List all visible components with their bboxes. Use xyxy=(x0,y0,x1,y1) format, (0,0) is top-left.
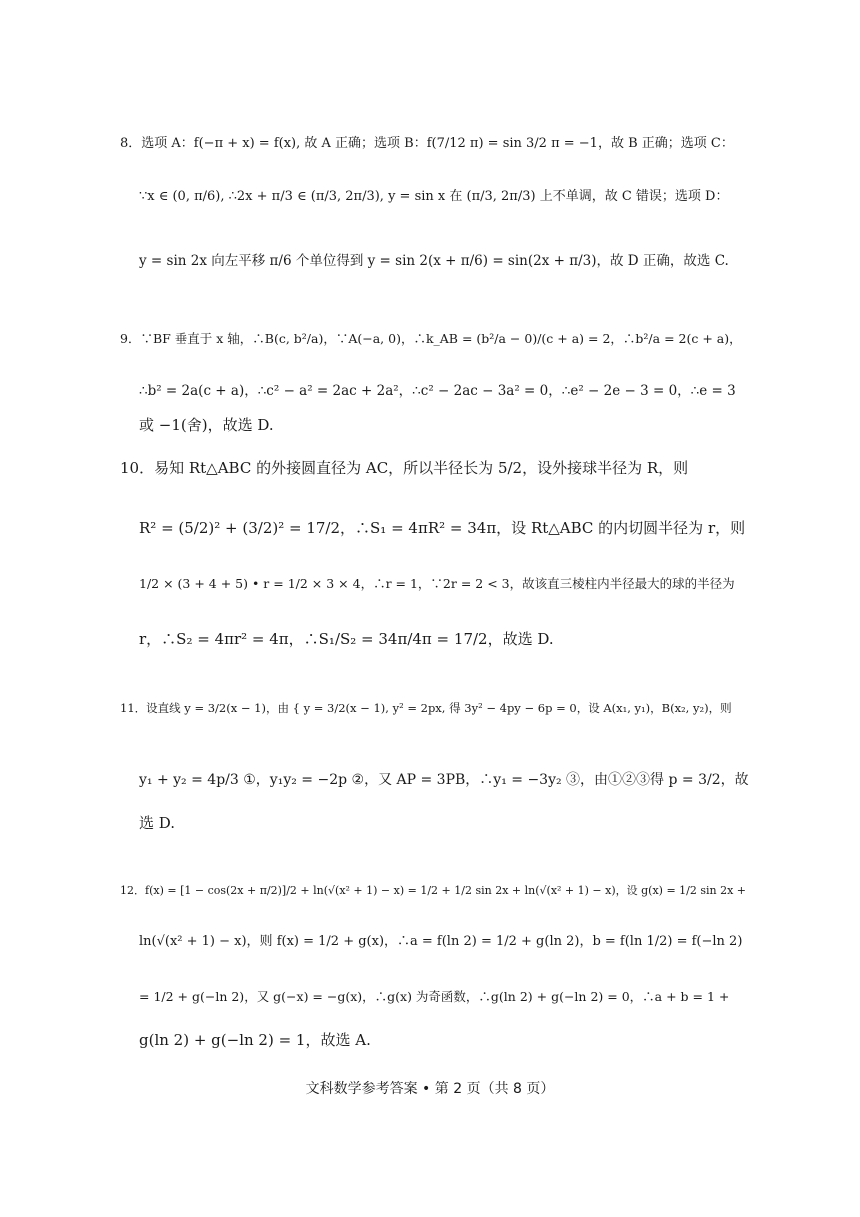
answer-8-line-1: 8．选项 A：f(−π + x) = f(x), 故 A 正确；选项 B：f(7/12 π) = sin 3/2 π = −1，故 B 正确；选项 C： xyxy=(120,136,734,151)
answer-10-line-4: r，∴S₂ = 4πr² = 4π，∴S₁/S₂ = 34π/4π = 17/2，故选 D. xyxy=(139,630,554,648)
answer-12-line-3: = 1/2 + g(−ln 2)，又 g(−x) = −g(x)，∴g(x) 为奇函数，∴g(ln 2) + g(−ln 2) = 0，∴a + b = 1 + xyxy=(139,989,730,1004)
answer-10-line-1: 10．易知 Rt△ABC 的外接圆直径为 AC，所以半径长为 5/2，设外接球半径为 R，则 xyxy=(120,459,689,477)
answer-10-line-2: R² = (5/2)² + (3/2)² = 17/2，∴S₁ = 4πR² = 34π，设 Rt△ABC 的内切圆半径为 r，则 xyxy=(139,519,746,537)
answer-9-line-3: 或 −1(舍)，故选 D. xyxy=(139,416,274,434)
answer-12-line-4: g(ln 2) + g(−ln 2) = 1，故选 A. xyxy=(139,1031,371,1049)
answer-8-line-3: y = sin 2x 向左平移 π/6 个单位得到 y = sin 2(x + π/6) = sin(2x + π/3)，故 D 正确，故选 C. xyxy=(139,253,729,269)
answer-11-line-2: y₁ + y₂ = 4p/3 ①，y₁y₂ = −2p ②，又 AP = 3PB，∴y₁ = −3y₂ ③，由①②③得 p = 3/2，故 xyxy=(139,772,749,788)
page-footer: 文科数学参考答案 • 第 2 页（共 8 页） xyxy=(305,1081,555,1097)
answer-9-line-2: ∴b² = 2a(c + a)，∴c² − a² = 2ac + 2a²，∴c² − 2ac − 3a² = 0，∴e² − 2e − 3 = 0，∴e = 3 xyxy=(139,383,736,399)
answer-8-line-2: ∵x ∈ (0, π/6), ∴2x + π/3 ∈ (π/3, 2π/3), y = sin x 在 (π/3, 2π/3) 上不单调，故 C 错误；选项 D： xyxy=(139,189,729,204)
answer-9-line-1: 9．∵BF 垂直于 x 轴，∴B(c, b²/a)，∵A(−a, 0)，∴k_AB = (b²/a − 0)/(c + a) = 2，∴b²/a = 2(c + a)， xyxy=(120,331,742,346)
answer-12-line-2: ln(√(x² + 1) − x)，则 f(x) = 1/2 + g(x)，∴a = f(ln 2) = 1/2 + g(ln 2)，b = f(ln 1/2) = f(−ln 2) xyxy=(139,934,743,949)
answer-12-line-1: 12．f(x) = [1 − cos(2x + π/2)]/2 + ln(√(x² + 1) − x) = 1/2 + 1/2 sin 2x + ln(√(x² + 1) − x)，设 g(x) = 1/2 sin 2x + xyxy=(120,884,747,897)
answer-11-line-3: 选 D. xyxy=(139,814,176,832)
answer-10-line-3: 1/2 × (3 + 4 + 5) • r = 1/2 × 3 × 4，∴r = 1，∵2r = 2 < 3，故该直三棱柱内半径最大的球的半径为 xyxy=(139,576,735,591)
answer-11-line-1: 11．设直线 y = 3/2(x − 1)，由 { y = 3/2(x − 1), y² = 2px, 得 3y² − 4py − 6p = 0，设 A(x₁, y₁)，B(x₂, y₂)，则 xyxy=(120,701,732,715)
